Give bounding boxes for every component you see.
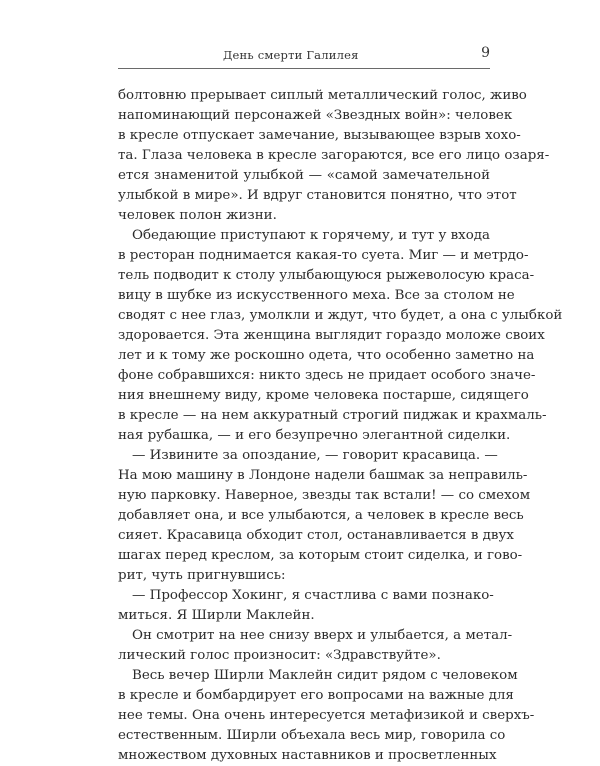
text-line: тель подводит к столу улыбающуюся рыжеволосую краса- (118, 268, 535, 283)
text-line: та. Глаза человека в кресле загораются, все его лицо озаря- (118, 148, 550, 163)
text-line: ную парковку. Наверное, звезды так встали! — со смехом (118, 488, 531, 503)
text-line: ния внешнему виду, кроме человека постарше, сидящего (118, 388, 529, 403)
text-line: рит, чуть пригнувшись: (118, 568, 286, 583)
header-rule (118, 68, 490, 69)
text-line: сводят с нее глаз, умолкли и ждут, что будет, а она с улыбкой (118, 308, 563, 323)
text-line: в кресле и бомбардирует его вопросами на важные для (118, 688, 514, 703)
running-title: День смерти Галилея (223, 48, 359, 62)
text-line: человек полон жизни. (118, 208, 277, 223)
text-line: — Извините за опоздание, — говорит красавица. — (132, 448, 498, 463)
text-line: добавляет она, и все улыбаются, а человек в кресле весь (118, 508, 524, 523)
text-line: нее темы. Она очень интересуется метафизикой и сверхъ- (118, 708, 535, 723)
text-line: вицу в шубке из искусственного меха. Все за столом не (118, 288, 515, 303)
body-text (118, 86, 563, 766)
running-head (118, 46, 490, 66)
page-number: 9 (481, 45, 490, 61)
text-line: ная рубашка, — и его безупречно элегантной сиделки. (118, 428, 511, 443)
text-line: Он смотрит на нее снизу вверх и улыбается, а метал- (132, 628, 513, 643)
text-line: лический голос произносит: «Здравствуйте». (118, 648, 441, 663)
text-line: — Профессор Хокинг, я счастлива с вами познако- (132, 588, 494, 603)
text-line: лет и к тому же роскошно одета, что особенно заметно на (118, 348, 535, 363)
text-line: сияет. Красавица обходит стол, останавливается в двух (118, 528, 514, 543)
text-line: На мою машину в Лондоне надели башмак за неправиль- (118, 468, 528, 483)
text-line: Весь вечер Ширли Маклейн сидит рядом с человеком (132, 668, 518, 683)
text-line: болтовню прерывает сиплый металлический голос, живо (118, 88, 527, 103)
text-line: естественным. Ширли объехала весь мир, говорила со (118, 728, 506, 743)
text-line: ется знаменитой улыбкой — «самой замечательной (118, 168, 490, 183)
text-line: в ресторан поднимается какая-то суета. Миг — и метрдо- (118, 248, 529, 263)
text-line: улыбкой в мире». И вдруг становится понятно, что этот (118, 188, 517, 203)
text-line: шагах перед креслом, за которым стоит сиделка, и гово- (118, 548, 523, 563)
text-line: Обедающие приступают к горячему, и тут у входа (132, 228, 490, 243)
text-line: здоровается. Эта женщина выглядит гораздо моложе своих (118, 328, 545, 343)
text-line: в кресле отпускает замечание, вызывающее взрыв хохо- (118, 128, 521, 143)
text-line: множеством духовных наставников и просветленных (118, 748, 497, 763)
text-line: миться. Я Ширли Маклейн. (118, 608, 315, 623)
text-line: фоне собравшихся: никто здесь не придает особого значе- (118, 368, 536, 383)
text-line: напоминающий персонажей «Звездных войн»: человек (118, 108, 513, 123)
text-line: в кресле — на нем аккуратный строгий пиджак и крахмаль- (118, 408, 547, 423)
